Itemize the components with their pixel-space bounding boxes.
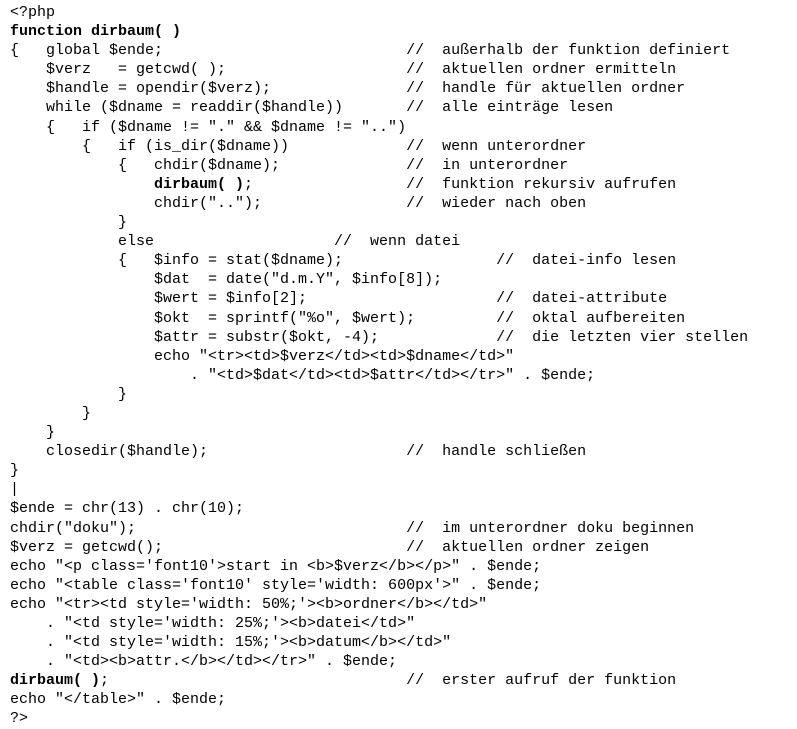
code-segment: . "<td style='width: 25%;'><b>datei</td>" bbox=[10, 615, 416, 632]
code-line bbox=[10, 519, 797, 538]
code-segment: } bbox=[10, 385, 128, 403]
code-segment: chdir(".."); // wieder nach oben bbox=[10, 194, 587, 212]
code-line bbox=[10, 118, 797, 137]
code-segment: $handle = opendir($verz); // handle für aktuellen ordner bbox=[10, 80, 686, 98]
code-segment: else // wenn datei bbox=[10, 233, 461, 251]
code-segment: { if (is_dir($dname)) // wenn unterordner bbox=[10, 137, 587, 155]
code-segment: echo "<table class='font10' style='width: 600px'>" . $ende; bbox=[10, 576, 542, 594]
code-segment: $verz = getcwd(); // aktuellen ordner zeigen bbox=[10, 538, 650, 556]
code-line bbox=[10, 538, 797, 557]
code-line bbox=[10, 194, 797, 213]
code-segment: $okt = sprintf("%o", $wert); // oktal aufbereiten bbox=[10, 309, 686, 327]
code-line bbox=[10, 557, 797, 576]
code-line bbox=[10, 251, 797, 270]
code-line bbox=[10, 175, 797, 194]
code-segment: $attr = substr($okt, -4); // die letzten vier stellen bbox=[10, 328, 749, 346]
code-line bbox=[10, 690, 797, 709]
code-segment: . "<td><b>attr.</b></td></tr>" . $ende; bbox=[10, 653, 398, 671]
code-segment: { chdir($dname); // in unterordner bbox=[10, 156, 569, 174]
code-segment: closedir($handle); // handle schließen bbox=[10, 443, 587, 461]
code-segment: $wert = $info[2]; // datei-attribute bbox=[10, 290, 668, 308]
code-segment: } bbox=[10, 404, 92, 422]
code-segment: $ende = chr(13) . chr(10); bbox=[10, 500, 245, 518]
code-segment: echo "</table>" . $ende; bbox=[10, 691, 227, 709]
code-segment: chdir("doku"); // im unterordner doku beginnen bbox=[10, 519, 695, 537]
text-cursor bbox=[10, 480, 797, 499]
code-line bbox=[10, 60, 797, 79]
code-line bbox=[10, 595, 797, 614]
code-line bbox=[10, 499, 797, 518]
code-line bbox=[10, 79, 797, 98]
code-line bbox=[10, 232, 797, 251]
code-segment bbox=[10, 176, 154, 193]
code-segment: { $info = stat($dname); // datei-info lesen bbox=[10, 252, 677, 270]
code-segment: ; // erster aufruf der funktion bbox=[100, 672, 677, 690]
code-line bbox=[10, 137, 797, 156]
code-segment: while ($dname = readdir($handle)) // alle einträge lesen bbox=[10, 99, 614, 117]
code-segment: | bbox=[10, 481, 20, 499]
code-line bbox=[10, 366, 797, 385]
code-line bbox=[10, 347, 797, 366]
code-segment: echo "<tr><td style='width: 50%;'><b>ordner</b></td>" bbox=[10, 595, 488, 613]
code-segment: ; // funktion rekursiv aufrufen bbox=[244, 175, 677, 193]
code-line bbox=[10, 328, 797, 347]
code-line bbox=[10, 156, 797, 175]
code-line bbox=[10, 98, 797, 117]
code-line bbox=[10, 309, 797, 328]
code-line bbox=[10, 22, 797, 41]
code-line bbox=[10, 633, 797, 652]
code-segment: } bbox=[10, 214, 128, 232]
code-line bbox=[10, 41, 797, 60]
code-segment: { global $ende; // außerhalb der funktion definiert bbox=[10, 42, 731, 60]
code-line bbox=[10, 3, 797, 22]
code-segment: } bbox=[10, 462, 20, 480]
code-segment: <?php bbox=[10, 4, 56, 21]
code-bold-segment: function dirbaum( ) bbox=[10, 23, 182, 41]
code-line bbox=[10, 461, 797, 480]
code-line bbox=[10, 404, 797, 423]
code-bold-segment: dirbaum( ) bbox=[10, 672, 101, 690]
code-segment: ?> bbox=[10, 710, 29, 728]
code-line bbox=[10, 614, 797, 633]
code-bold-segment: dirbaum( ) bbox=[154, 175, 245, 193]
code-segment: echo "<tr><td>$verz</td><td>$dname</td>" bbox=[10, 347, 515, 365]
code-line bbox=[10, 423, 797, 442]
code-line bbox=[10, 671, 797, 690]
code-segment: } bbox=[10, 424, 56, 442]
code-line bbox=[10, 385, 797, 404]
code-segment: . "<td style='width: 15%;'><b>datum</b></td>" bbox=[10, 634, 452, 652]
code-line bbox=[10, 442, 797, 461]
code-line bbox=[10, 270, 797, 289]
code-line bbox=[10, 576, 797, 595]
code-segment: echo "<p class='font10'>start in <b>$verz</b></p>" . $ende; bbox=[10, 557, 542, 575]
code-segment: { if ($dname != "." && $dname != "..") bbox=[10, 118, 407, 136]
code-segment: $dat = date("d.m.Y", $info[8]); bbox=[10, 271, 443, 289]
code-line bbox=[10, 652, 797, 671]
code-line bbox=[10, 213, 797, 232]
code-segment: $verz = getcwd( ); // aktuellen ordner ermitteln bbox=[10, 61, 677, 79]
code-segment: . "<td>$dat</td><td>$attr</td></tr>" . $ende; bbox=[10, 366, 596, 384]
code-line bbox=[10, 289, 797, 308]
code-line bbox=[10, 709, 797, 728]
